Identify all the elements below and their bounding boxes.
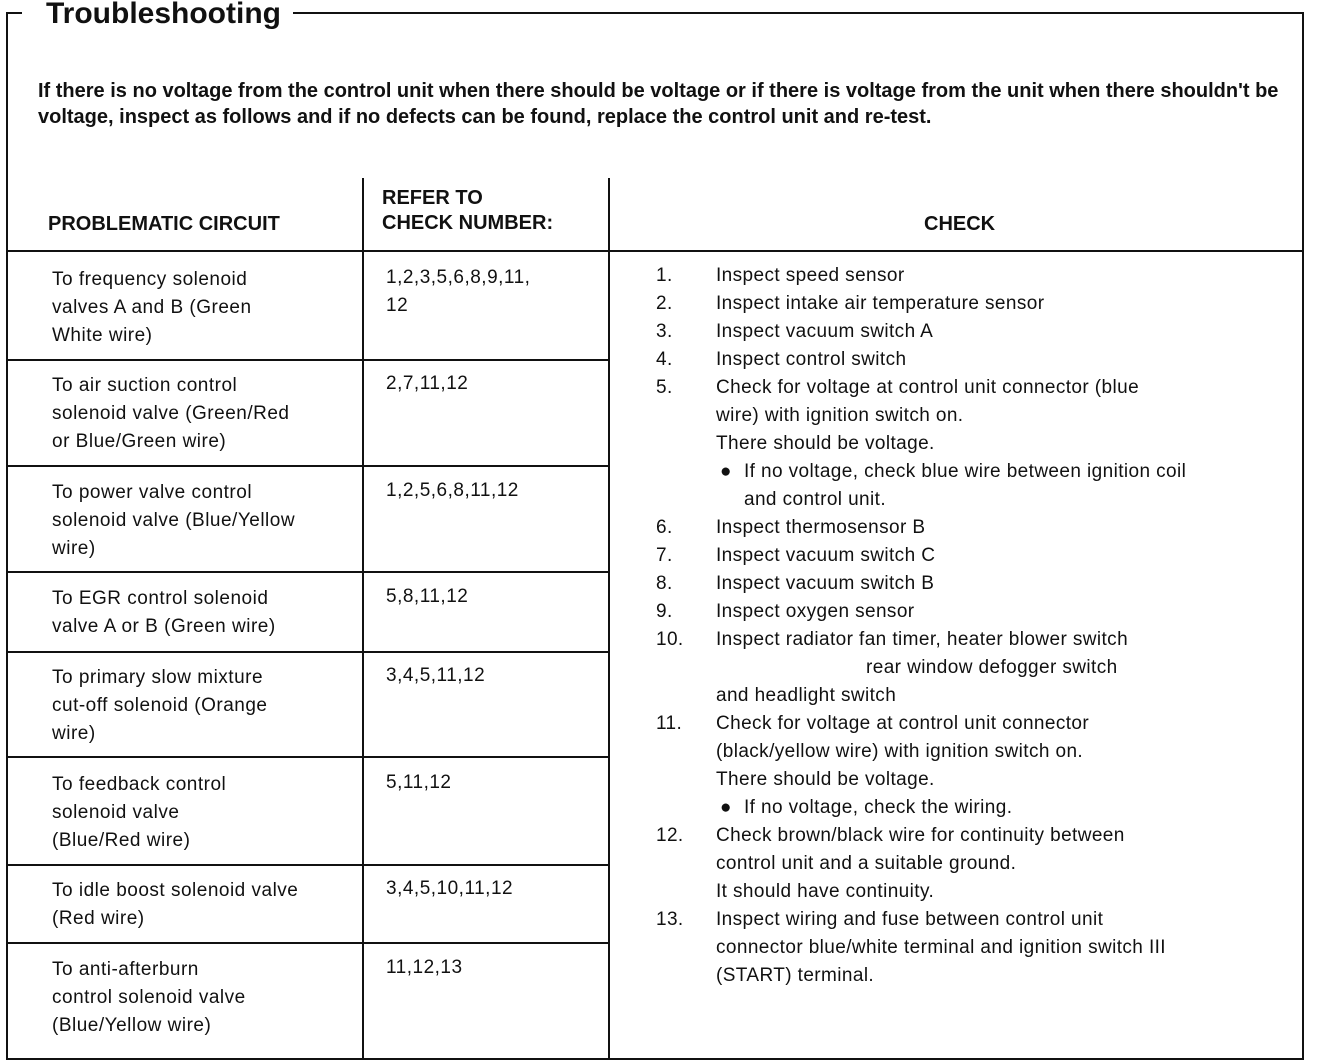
row-divider [8, 465, 610, 467]
check-bullet: ● If no voltage, check the wiring. [656, 794, 1276, 822]
check-item: 5. Check for voltage at control unit connector (blue wire) with ignition switch on. There should be voltage. [656, 377, 1140, 454]
row-divider [8, 756, 610, 758]
row-refer: 3,4,5,10,11,12 [386, 878, 514, 899]
header-refer-line2: CHECK NUMBER: [382, 212, 554, 234]
col-divider-2 [608, 178, 610, 1058]
check-item: 9. Inspect oxygen sensor [656, 601, 915, 622]
row-circuit: To primary slow mixture cut-off solenoid (Orange wire) [52, 667, 268, 744]
row-circuit: To EGR control solenoid valve A or B (Green wire) [52, 588, 276, 637]
check-item: 2. Inspect intake air temperature sensor [656, 293, 1045, 314]
check-item: 7. Inspect vacuum switch C [656, 545, 936, 566]
col-divider-1 [362, 178, 364, 1058]
check-bullet: ● If no voltage, check blue wire between ignition coil and control unit. [656, 458, 1276, 514]
check-item: 13. Inspect wiring and fuse between control unit connector blue/white terminal and ignition switch III (START) terminal. [656, 909, 1166, 986]
check-item: 4. Inspect control switch [656, 349, 907, 370]
row-refer: 1,2,3,5,6,8,9,11, 12 [386, 267, 531, 316]
check-list [656, 262, 1276, 990]
row-divider [8, 359, 610, 361]
row-refer: 11,12,13 [386, 957, 463, 978]
row-refer: 5,8,11,12 [386, 586, 469, 607]
check-item: 11. Check for voltage at control unit connector (black/yellow wire) with ignition switch on. There should be voltage. [656, 713, 1090, 790]
row-circuit: To feedback control solenoid valve (Blue/Red wire) [52, 774, 227, 851]
row-circuit: To air suction control solenoid valve (Green/Red or Blue/Green wire) [52, 375, 290, 452]
row-refer: 5,11,12 [386, 772, 452, 793]
check-item: 12. Check brown/black wire for continuity between control unit and a suitable ground. It should have continuity. [656, 825, 1125, 902]
row-circuit: To idle boost solenoid valve (Red wire) [52, 880, 299, 929]
header-problematic-circuit: PROBLEMATIC CIRCUIT [48, 213, 280, 235]
row-divider [8, 651, 610, 653]
row-divider [8, 571, 610, 573]
row-circuit: To power valve control solenoid valve (Blue/Yellow wire) [52, 482, 296, 559]
row-refer: 3,4,5,11,12 [386, 665, 486, 686]
bullet-icon: ● [720, 797, 732, 818]
page-title: Troubleshooting [22, 0, 293, 34]
check-item: 1. Inspect speed sensor [656, 265, 905, 286]
row-refer: 1,2,5,6,8,11,12 [386, 480, 519, 501]
check-item: 3. Inspect vacuum switch A [656, 321, 934, 342]
header-check: CHECK [924, 213, 996, 235]
header-refer-line1: REFER TO [382, 187, 483, 209]
intro-paragraph: If there is no voltage from the control unit when there should be voltage or if there is voltage from the unit when there shouldn't be voltage, inspect as follows and if no defects can be found, replace the control unit and re-test. [38, 80, 1279, 128]
row-refer: 2,7,11,12 [386, 373, 469, 394]
check-item: 6. Inspect thermosensor B [656, 517, 926, 538]
bullet-icon: ● [720, 461, 732, 482]
row-circuit: To frequency solenoid valves A and B (Green White wire) [52, 269, 252, 346]
check-item: 10. Inspect radiator fan timer, heater blower switch rear window defogger switch and headlight switch [656, 629, 1129, 706]
row-circuit: To anti-afterburn control solenoid valve (Blue/Yellow wire) [52, 959, 246, 1036]
row-divider [8, 942, 610, 944]
header-underline [8, 250, 1304, 252]
check-item: 8. Inspect vacuum switch B [656, 573, 935, 594]
row-divider [8, 864, 610, 866]
